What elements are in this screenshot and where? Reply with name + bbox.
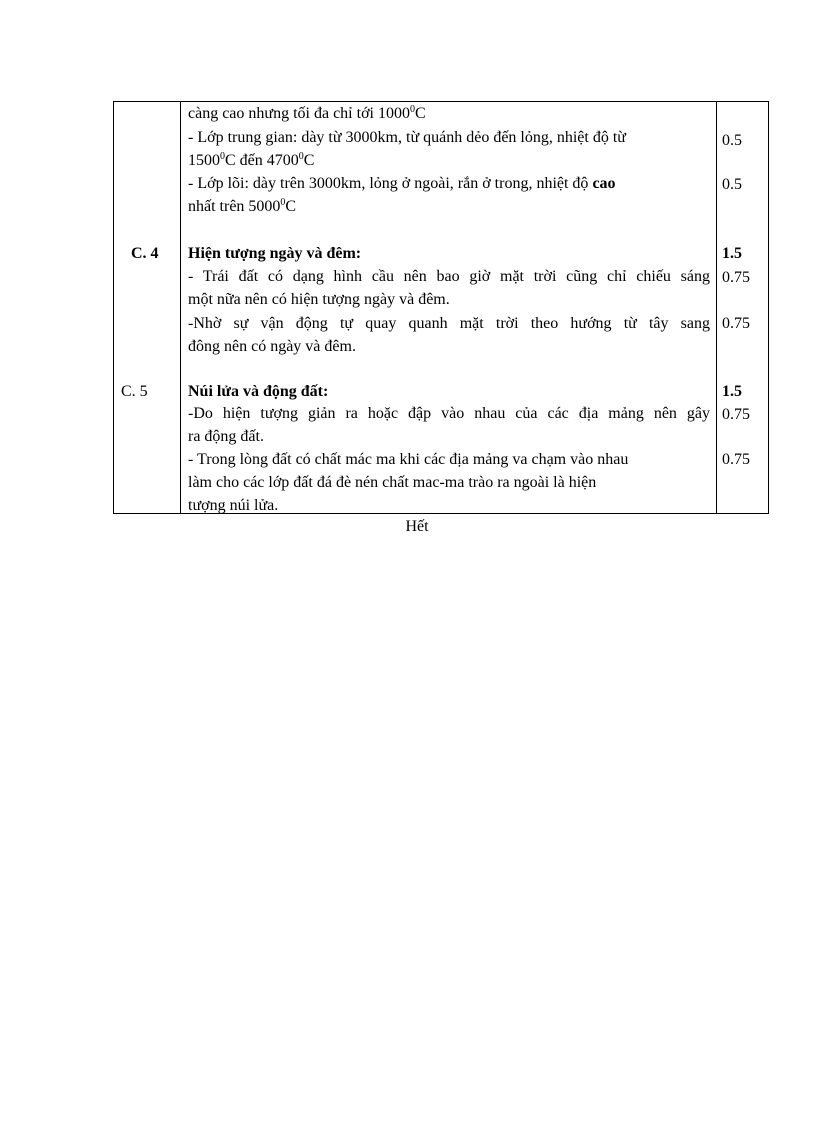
section-heading: Núi lửa và động đất: bbox=[188, 383, 329, 400]
answer-table bbox=[113, 101, 769, 514]
content-line: -Nhờ sự vận động tự quay quanh mặt trời theo hướng từ tây sang bbox=[188, 315, 710, 332]
score-value: 0.75 bbox=[722, 269, 750, 286]
content-line: nhất trên 5000$^0$C bbox=[188, 197, 297, 215]
section-score: 1.5 bbox=[722, 245, 742, 262]
content-line: -Do hiện tượng giản ra hoặc đập vào nhau của các địa mảng nên gây bbox=[188, 405, 710, 422]
score-value: 0.75 bbox=[722, 451, 750, 468]
score-value: 0.75 bbox=[722, 315, 750, 332]
column-divider-right bbox=[716, 102, 717, 513]
section-heading: Hiện tượng ngày và đêm: bbox=[188, 245, 362, 262]
content-line: - Lớp lõi: dày trên 3000km, lỏng ở ngoài, rắn ở trong, nhiệt độ cao bbox=[188, 175, 616, 192]
content-line: - Trái đất có dạng hình cầu nên bao giờ mặt trời cũng chỉ chiếu sáng bbox=[188, 268, 710, 285]
score-value: 0.5 bbox=[722, 176, 742, 193]
content-line: 1500$^0$C đến 4700$^0$C bbox=[188, 151, 315, 169]
column-divider-left bbox=[180, 102, 181, 513]
content-line: - Trong lòng đất có chất mác ma khi các địa mảng va chạm vào nhau bbox=[188, 451, 629, 468]
content-line: - Lớp trung gian: dày từ 3000km, từ quánh dẻo đến lỏng, nhiệt độ từ bbox=[188, 129, 626, 146]
section-score: 1.5 bbox=[722, 383, 742, 400]
content-line: tượng núi lửa. bbox=[188, 497, 279, 514]
content-line: một nữa nên có hiện tượng ngày và đêm. bbox=[188, 291, 450, 308]
score-value: 0.5 bbox=[722, 132, 742, 149]
content-line: càng cao nhưng tối đa chỉ tới 1000$^0$C bbox=[188, 104, 426, 122]
question-label: C. 4 bbox=[131, 245, 159, 262]
content-line: ra động đất. bbox=[188, 428, 264, 445]
question-label: C. 5 bbox=[121, 383, 148, 400]
content-line: đông nên có ngày và đêm. bbox=[188, 338, 356, 355]
end-marker: Hết bbox=[405, 518, 429, 535]
score-value: 0.75 bbox=[722, 406, 750, 423]
content-line: làm cho các lớp đất đá đè nén chất mac-ma trào ra ngoài là hiện bbox=[188, 474, 597, 491]
